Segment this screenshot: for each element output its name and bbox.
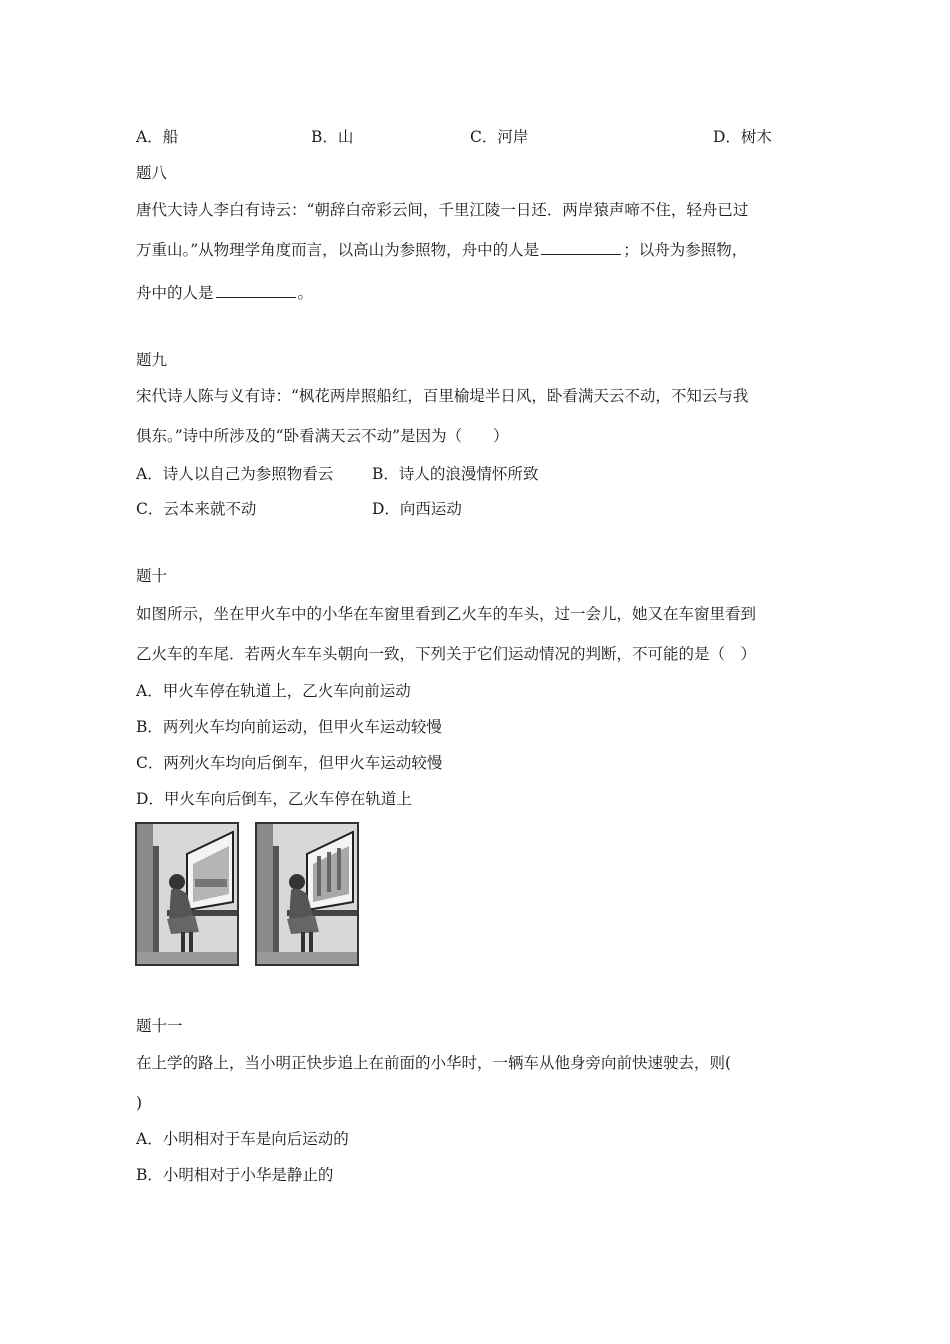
q11-line2: ) (136, 1094, 143, 1112)
q8-line2 (136, 240, 747, 260)
train-window-panel-2 (255, 822, 359, 966)
q8-blank-2[interactable] (216, 283, 296, 298)
q9-option-b: B．诗人的浪漫情怀所致 (372, 465, 539, 483)
q10-line2: 乙火车的车尾．若两火车车头朝向一致，下列关于它们运动情况的判断，不可能的是（ ） (136, 645, 757, 663)
q8-line1: 唐代大诗人李白有诗云：“朝辞白帝彩云间，千里江陵一日还．两岸猿声啼不住，轻舟已过 (136, 201, 749, 219)
q9-option-a: A．诗人以自己为参照物看云 (136, 465, 334, 483)
q11-option-b: B．小明相对于小华是静止的 (136, 1166, 334, 1184)
q8-line3-text-b: 。 (297, 284, 314, 302)
q10-option-d: D．甲火车向后倒车，乙火车停在轨道上 (136, 790, 412, 808)
train-window-figure (135, 822, 360, 964)
train-window-panel-1 (135, 822, 239, 966)
girl-at-window-illustration-2 (257, 824, 357, 964)
q8-line3 (136, 283, 313, 303)
q10-option-c: C．两列火车均向后倒车，但甲火车运动较慢 (136, 754, 443, 772)
q11-option-a: A．小明相对于车是向后运动的 (136, 1130, 349, 1148)
q11-line1: 在上学的路上，当小明正快步追上在前面的小华时，一辆车从他身旁向前快速驶去，则( (136, 1054, 732, 1072)
q8-line3-text-a: 舟中的人是 (136, 284, 214, 302)
q10-line1: 如图所示，坐在甲火车中的小华在车窗里看到乙火车的车头，过一会儿，她又在车窗里看到 (136, 605, 757, 623)
q9-option-d: D．向西运动 (372, 500, 462, 518)
q9-title: 题九 (136, 351, 168, 369)
q7-option-c: C．河岸 (470, 128, 529, 146)
girl-at-window-illustration-1 (137, 824, 237, 964)
q9-line1: 宋代诗人陈与义有诗：“枫花两岸照船红，百里榆堤半日风，卧看满天云不动，不知云与我 (136, 387, 749, 405)
q11-title: 题十一 (136, 1017, 183, 1035)
q7-option-d: D．树木 (713, 128, 772, 146)
q8-title: 题八 (136, 164, 168, 182)
q10-option-a: A．甲火车停在轨道上，乙火车向前运动 (136, 682, 411, 700)
q10-option-b: B．两列火车均向前运动，但甲火车运动较慢 (136, 718, 442, 736)
q9-line2: 俱东。”诗中所涉及的“卧看满天云不动”是因为（ ） (136, 427, 509, 445)
q9-option-c: C．云本来就不动 (136, 500, 257, 518)
q8-line2-text-b: ；以舟为参照物， (623, 241, 748, 259)
q8-blank-1[interactable] (541, 240, 621, 255)
q7-option-b: B．山 (311, 128, 354, 146)
q7-option-a: A．船 (136, 128, 179, 146)
q10-title: 题十 (136, 567, 168, 585)
q8-line2-text-a: 万重山。”从物理学角度而言，以高山为参照物，舟中的人是 (136, 241, 540, 259)
